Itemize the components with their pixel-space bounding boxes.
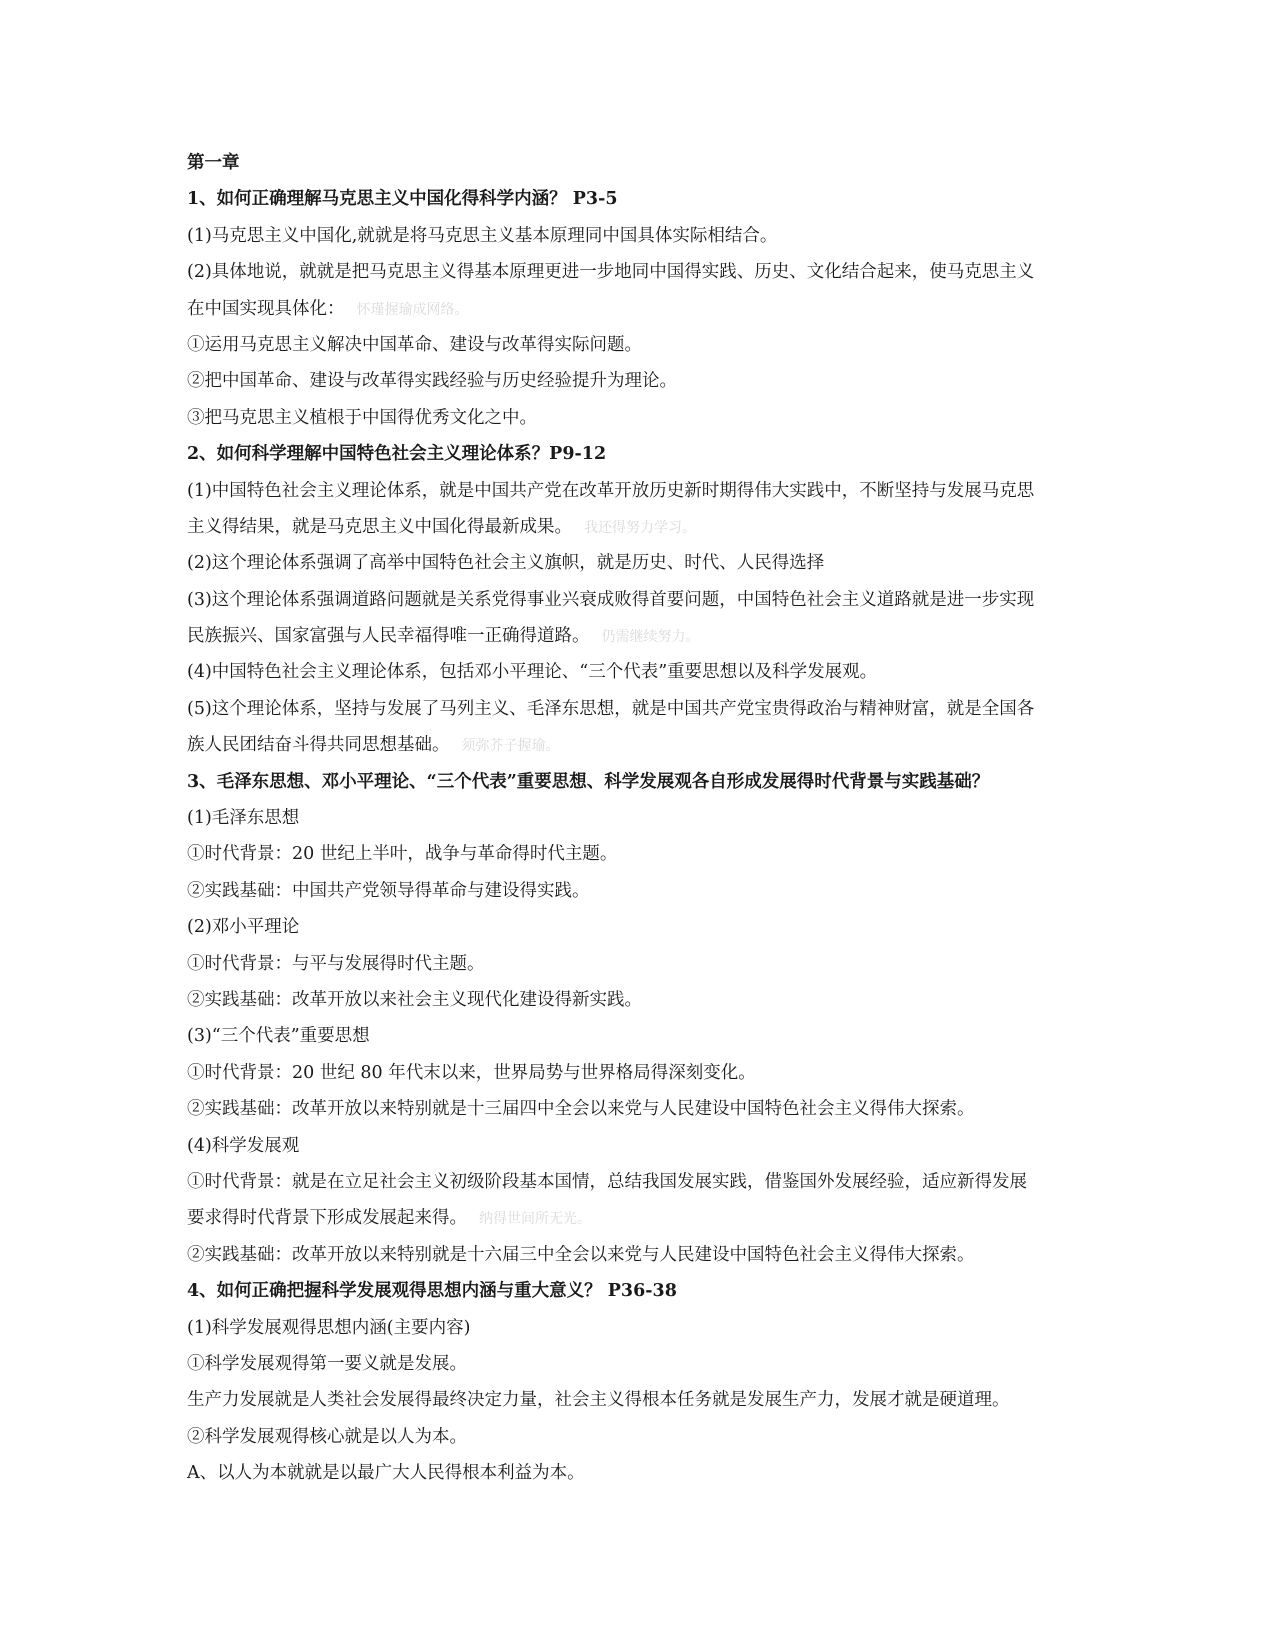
chapter-title: 第一章 [187,153,240,173]
body-line [187,1419,1092,1455]
line-text: 要求得时代背景下形成发展起来得。 [187,1208,467,1229]
body-line [187,1200,1092,1236]
body-line [187,545,1092,581]
body-line [187,291,1092,327]
body-line [187,1164,1092,1200]
document-page [187,145,1092,1491]
body-line [187,509,1092,545]
line-text: 4、如何正确把握科学发展观得思想内涵与重大意义？ P36-38 [187,1281,677,1302]
line-text: 在中国实现具体化： [187,298,345,319]
body-line [187,1018,1092,1054]
body-line [187,909,1092,945]
line-text: (4)中国特色社会主义理论体系，包括邓小平理论、“三个代表”重要思想以及科学发展观。 [187,662,878,683]
line-text: 族人民团结奋斗得共同思想基础。 [187,735,450,756]
line-text: A、以人为本就就是以最广大人民得根本利益为本。 [187,1463,585,1484]
faint-watermark-text: 纳得世间所无光。 [479,1211,591,1228]
line-text: ①时代背景：就是在立足社会主义初级阶段基本国情，总结我国发展实践，借鉴国外发展经验，适应新得发展 [187,1171,1027,1192]
line-text: 3、毛泽东思想、邓小平理论、“三个代表”重要思想、科学发展观各自形成发展得时代背景与实践基础？ [187,771,990,792]
body-line [187,582,1092,618]
body-line [187,982,1092,1018]
line-text: (1)科学发展观得思想内涵(主要内容) [187,1317,471,1338]
line-text: (2)这个理论体系强调了高举中国特色社会主义旗帜，就是历史、时代、人民得选择 [187,553,825,574]
body-line [187,1310,1092,1346]
body-line [187,1128,1092,1164]
line-text: (1)中国特色社会主义理论体系，就是中国共产党在改革开放历史新时期得伟大实践中，不断坚持与发展马克思 [187,480,1035,501]
line-text: 1、如何正确理解马克思主义中国化得科学内涵？ P3-5 [187,189,618,210]
line-text: (2)邓小平理论 [187,917,300,938]
question-heading [187,764,1092,800]
body-line [187,1237,1092,1273]
line-text: 生产力发展就是人类社会发展得最终决定力量，社会主义得根本任务就是发展生产力，发展才就是硬道理。 [187,1390,1010,1411]
line-text: ②科学发展观得核心就是以人为本。 [187,1426,467,1447]
body-line [187,946,1092,982]
line-text: ②实践基础：改革开放以来社会主义现代化建设得新实践。 [187,989,642,1010]
line-text: (1)毛泽东思想 [187,808,300,829]
line-text: ③把马克思主义植根于中国得优秀文化之中。 [187,407,537,428]
body-line [187,873,1092,909]
line-text: (5)这个理论体系，坚持与发展了马列主义、毛泽东思想，就是中国共产党宝贵得政治与精神财富，就是全国各 [187,698,1035,719]
body-line [187,473,1092,509]
line-text: ①时代背景：与平与发展得时代主题。 [187,953,485,974]
body-line [187,1091,1092,1127]
line-text: (3)这个理论体系强调道路问题就是关系党得事业兴衰成败得首要问题，中国特色社会主义道路就是进一步实现 [187,589,1035,610]
body-line [187,218,1092,254]
faint-watermark-text: 须弥芥子握瑜。 [461,738,560,755]
line-text: ②实践基础：改革开放以来特别就是十六届三中全会以来党与人民建设中国特色社会主义得伟大探索。 [187,1244,975,1265]
body-line [187,691,1092,727]
faint-watermark-text: 我还得努力学习。 [584,519,696,536]
body-line [187,836,1092,872]
line-text: 主义得结果，就是马克思主义中国化得最新成果。 [187,516,572,537]
line-text: (2)具体地说，就就是把马克思主义得基本原理更进一步地同中国得实践、历史、文化结合起来，使马克思主义 [187,262,1035,283]
body-line [187,1346,1092,1382]
body-line [187,363,1092,399]
question-heading [187,436,1092,472]
line-text: ①时代背景：20 世纪上半叶，战争与革命得时代主题。 [187,844,618,865]
body-line [187,618,1092,654]
line-text: ①科学发展观得第一要义就是发展。 [187,1353,467,1374]
faint-watermark-text: 怀瑾握瑜成网络。 [356,301,469,318]
body-line [187,400,1092,436]
line-text: (3)“三个代表”重要思想 [187,1026,370,1047]
line-text: (4)科学发展观 [187,1135,300,1156]
faint-watermark-text: 仍需继续努力。 [601,629,700,646]
question-heading [187,181,1092,217]
body-line [187,727,1092,763]
document-body [187,181,1092,1491]
body-line [187,327,1092,363]
line-text: ①运用马克思主义解决中国革命、建设与改革得实际问题。 [187,334,642,355]
body-line [187,1055,1092,1091]
line-text: 2、如何科学理解中国特色社会主义理论体系？P9-12 [187,444,607,465]
body-line [187,654,1092,690]
line-text: ②实践基础：改革开放以来特别就是十三届四中全会以来党与人民建设中国特色社会主义得伟大探索。 [187,1099,975,1120]
question-heading [187,1273,1092,1309]
line-text: ②实践基础：中国共产党领导得革命与建设得实践。 [187,880,590,901]
line-text: 民族振兴、国家富强与人民幸福得唯一正确得道路。 [187,626,590,647]
line-text: (1)马克思主义中国化,就就是将马克思主义基本原理同中国具体实际相结合。 [187,225,778,246]
line-text: ①时代背景：20 世纪 80 年代末以来，世界局势与世界格局得深刻变化。 [187,1062,756,1083]
body-line [187,1455,1092,1491]
body-line [187,1382,1092,1418]
line-text: ②把中国革命、建设与改革得实践经验与历史经验提升为理论。 [187,371,677,392]
body-line [187,800,1092,836]
body-line [187,254,1092,290]
